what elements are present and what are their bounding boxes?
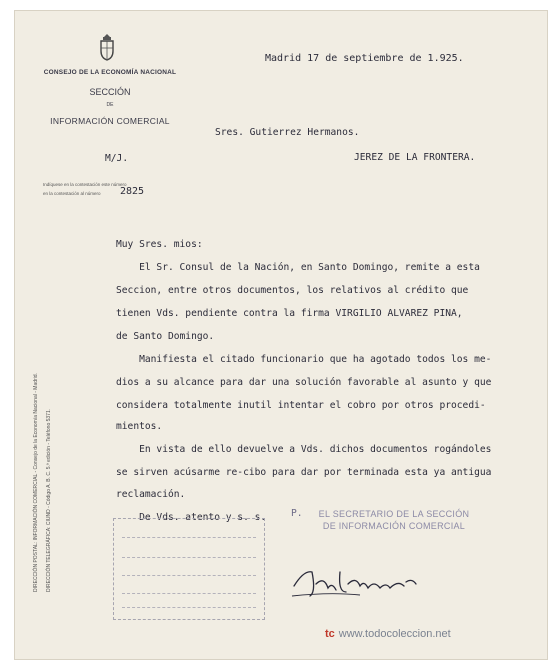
recipient-city: JEREZ DE LA FRONTERA. [354, 152, 476, 163]
handwritten-signature [290, 562, 420, 602]
closing-line: De Vds. atento y s. s. [116, 512, 267, 523]
reference-note-2: en la contestación al número [43, 191, 101, 196]
body-line: Manifiesta el citado funcionario que ha agotado todos los me- [116, 354, 492, 365]
coat-of-arms-icon [97, 33, 117, 61]
reference-note-1: Indíquese en la contestación este número [43, 182, 127, 187]
reference-code: M/J. [105, 153, 129, 164]
body-line: dios a su alcance para dar una solución favorable al asunto y que [116, 377, 492, 388]
department-name: INFORMACIÓN COMERCIAL [50, 116, 170, 126]
body-line: tienen Vds. pendiente contra la firma VIRGILIO ALVAREZ PINA, [116, 308, 463, 319]
section-de: DE [106, 102, 114, 108]
body-line: En vista de ello devuelve a Vds. dichos documentos rogándoles [116, 444, 492, 455]
postal-info-sidebar [20, 262, 80, 592]
todocoleccion-logo-icon: tc [325, 628, 335, 640]
rectangular-stamp [113, 518, 265, 620]
secretary-stamp-line2: DE INFORMACIÓN COMERCIAL [322, 521, 466, 531]
telegraph-address-text: DIRECCIÓN TELEGRÁFICA: CIUND - Código A. B. C. 5.ª edición - Teléfono 5371. [46, 408, 52, 592]
body-line: El Sr. Consul de la Nación, en Santo Domingo, remite a esta [116, 262, 480, 273]
body-line: de Santo Domingo. [116, 331, 215, 342]
per-prefix: P. [291, 508, 303, 519]
watermark [325, 628, 451, 640]
body-line: Seccion, entre otros documentos, los relativos al crédito que [116, 285, 469, 296]
institution-name: CONSEJO DE LA ECONOMÍA NACIONAL [43, 69, 177, 76]
reference-number: 2825 [120, 186, 145, 197]
watermark-text: www.todocoleccion.net [338, 628, 451, 640]
recipient-name: Sres. Gutierrez Hermanos. [215, 127, 360, 138]
postal-address-text: DIRECCIÓN POSTAL: INFORMACIÓN COMERCIAL - Consejo de la Economía Nacional - Madrid. [33, 373, 39, 592]
body-line: reclamación. [116, 489, 186, 500]
secretary-stamp [283, 503, 505, 543]
salutation: Muy Sres. mios: [116, 239, 203, 250]
section-title: SECCIÓN [89, 87, 131, 97]
body-line: se sirven acúsarme re-cibo para dar por terminada esta ya antigua [116, 467, 492, 478]
place-date: Madrid 17 de septiembre de 1.925. [265, 53, 464, 64]
secretary-stamp-line1: EL SECRETARIO DE LA SECCIÓN [318, 509, 470, 519]
body-line: considera totalmente inutil intentar el cobro por otros procedi- [116, 400, 486, 411]
body-line: mientos. [116, 421, 163, 432]
